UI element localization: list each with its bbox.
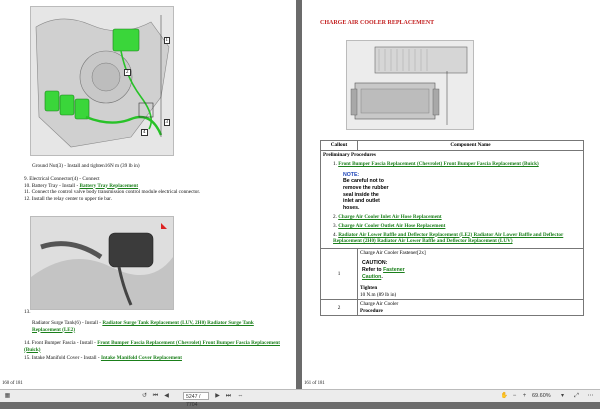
viewer-toolbar [0, 389, 600, 408]
page-title: CHARGE AIR COOLER REPLACEMENT [320, 20, 435, 26]
prelim-link-3[interactable]: Charge Air Cooler Outlet Air Hose Replacement [338, 222, 446, 229]
callout-3: 3 [165, 120, 168, 125]
next-page-icon[interactable]: ▶ [215, 392, 220, 399]
row-1-component [358, 248, 584, 300]
step-9: 9. Electrical Connector(4) - Connect [24, 176, 100, 182]
radiator-surge-tank-link[interactable]: Radiator Surge Tank Replacement (LUV, 2H0) Radiator Surge Tank Replacement (LE2) [32, 320, 254, 333]
left-page [0, 0, 296, 389]
prelim-link-2[interactable]: Charge Air Cooler Inlet Air Hose Replacement [338, 214, 442, 221]
callout-header: Callout [321, 141, 358, 151]
zoom-out-icon[interactable]: − [512, 392, 517, 399]
fit-width-icon[interactable]: ⇔ [237, 392, 244, 399]
step-10: 10. Battery Tray - Install - Battery Tray Replacement [24, 182, 139, 189]
note-body: Be careful not to remove the rubber seal inside the inlet and outlet hoses. [343, 178, 389, 211]
note-title: NOTE: [343, 171, 360, 178]
step-12: 12. Install the relay center to upper tie bar. [24, 195, 112, 202]
step-14: 14. Front Bumper Fascia - Install - Front Bumper Fascia Replacement (Chevrolet) Front Bumper Fascia Replacement (Buick) [24, 340, 280, 353]
row-1-name: Charge Air Cooler Fastener[2x] [360, 249, 426, 256]
front-bumper-fascia-link[interactable]: Front Bumper Fascia Replacement (Chevrolet) Front Bumper Fascia Replacement (Buick) [24, 340, 280, 353]
first-page-icon[interactable]: ⏮ [152, 392, 159, 399]
radiator-step: Radiator Surge Tank(6) - Install - Radiator Surge Tank Replacement (LUV, 2H0) Radiator Surge Tank Replacement (LE2) [32, 320, 254, 333]
procedure-label: Procedure [360, 307, 383, 314]
prelim-row [321, 150, 584, 248]
row-2 [321, 300, 584, 316]
caption-ground-nut: Ground Nut(3) - Install and tighten16N m (39 lb in) [32, 163, 140, 169]
more-icon[interactable]: ⋯ [587, 392, 594, 399]
fastener-caution-link[interactable]: Fastener Caution [362, 266, 405, 280]
component-table [320, 140, 584, 316]
prelim-item-1: 1. Front Bumper Fascia Replacement (Chevrolet) Front Bumper Fascia Replacement (Buick) [333, 161, 539, 168]
surge-tank-image [30, 216, 174, 310]
left-page-number: 160 of 181 [2, 381, 23, 386]
prelim-link-1[interactable]: Front Bumper Fascia Replacement (Chevrolet) Front Bumper Fascia Replacement (Buick) [338, 161, 539, 168]
zoom-level[interactable]: 69.60% [532, 392, 551, 399]
engine-diagram-image [30, 6, 174, 156]
row-1 [321, 248, 584, 300]
right-page-number: 161 of 181 [304, 381, 325, 386]
component-header: Component Name [358, 141, 584, 151]
battery-tray-link[interactable]: Battery Tray Replacement [79, 182, 139, 189]
tighten-value: 10 N.m (89 lb in) [360, 291, 397, 298]
row-1-callout: 1 [321, 248, 358, 300]
prelim-header: Preliminary Procedures [323, 151, 376, 158]
caution-text: Refer to Fastener Caution. [362, 266, 405, 280]
intake-manifold-cover-link[interactable]: Intake Manifold Cover Replacement [100, 355, 182, 361]
table-header-row [321, 141, 584, 151]
callout-1: 1 [165, 38, 168, 43]
callout-2: 2 [126, 70, 129, 75]
charge-air-cooler-image [346, 40, 474, 130]
right-page [302, 0, 600, 389]
prelim-item-2: 2. Charge Air Cooler Inlet Air Hose Replacement [333, 214, 442, 221]
callout-4: 4 [143, 130, 146, 135]
last-page-icon[interactable]: ⏭ [225, 392, 232, 399]
step-15: 15. Intake Manifold Cover - Install - Intake Manifold Cover Replacement [24, 355, 182, 361]
row-2-callout: 2 [321, 300, 358, 316]
steps-list [24, 176, 284, 202]
step-13-number: 13. [24, 309, 31, 315]
zoom-in-icon[interactable]: + [522, 392, 527, 399]
prelim-item-4: 4. Radiator Air Lower Baffle and Deflector Replacement (LE2) Radiator Air Lower Baffle and Deflector Replacement (2H0) Radiator Air Lower Baffle and Deflector Replacement (LUV) [333, 231, 564, 245]
rotate-icon[interactable]: ↺ [141, 392, 148, 399]
engine-diagram-drawing [31, 7, 173, 155]
row-2-component [358, 300, 584, 316]
surge-tank-drawing [31, 217, 173, 309]
fullscreen-icon[interactable]: ⤢ [574, 392, 579, 399]
zoom-dropdown-icon[interactable]: ▾ [560, 392, 564, 399]
hand-tool-icon[interactable]: ✋ [500, 392, 509, 399]
row-2-name: Charge Air Cooler [360, 301, 399, 308]
caution-block [362, 260, 406, 280]
step-11: 11. Connect the control valve body transmission control module electrical connector. [24, 189, 201, 196]
charge-air-cooler-drawing [347, 41, 473, 129]
note-block [343, 172, 389, 212]
tighten-label: Tighten [360, 285, 378, 292]
page-number-input[interactable]: 5247 / 7704 [183, 392, 209, 400]
prelim-item-3: 3. Charge Air Cooler Outlet Air Hose Replacement [333, 222, 446, 229]
caution-title: CAUTION: [362, 260, 388, 267]
prelim-link-4[interactable]: Radiator Air Lower Baffle and Deflector Replacement (LE2) Radiator Air Lower Baffle and Deflector Replacement (2H0) Radiator Air Lower Baffle and Deflector Replacement (LUV) [333, 231, 564, 245]
prev-page-icon[interactable]: ◀ [164, 392, 169, 399]
prelim-cell [321, 150, 584, 248]
grid-view-icon[interactable]: ▦ [4, 392, 11, 399]
